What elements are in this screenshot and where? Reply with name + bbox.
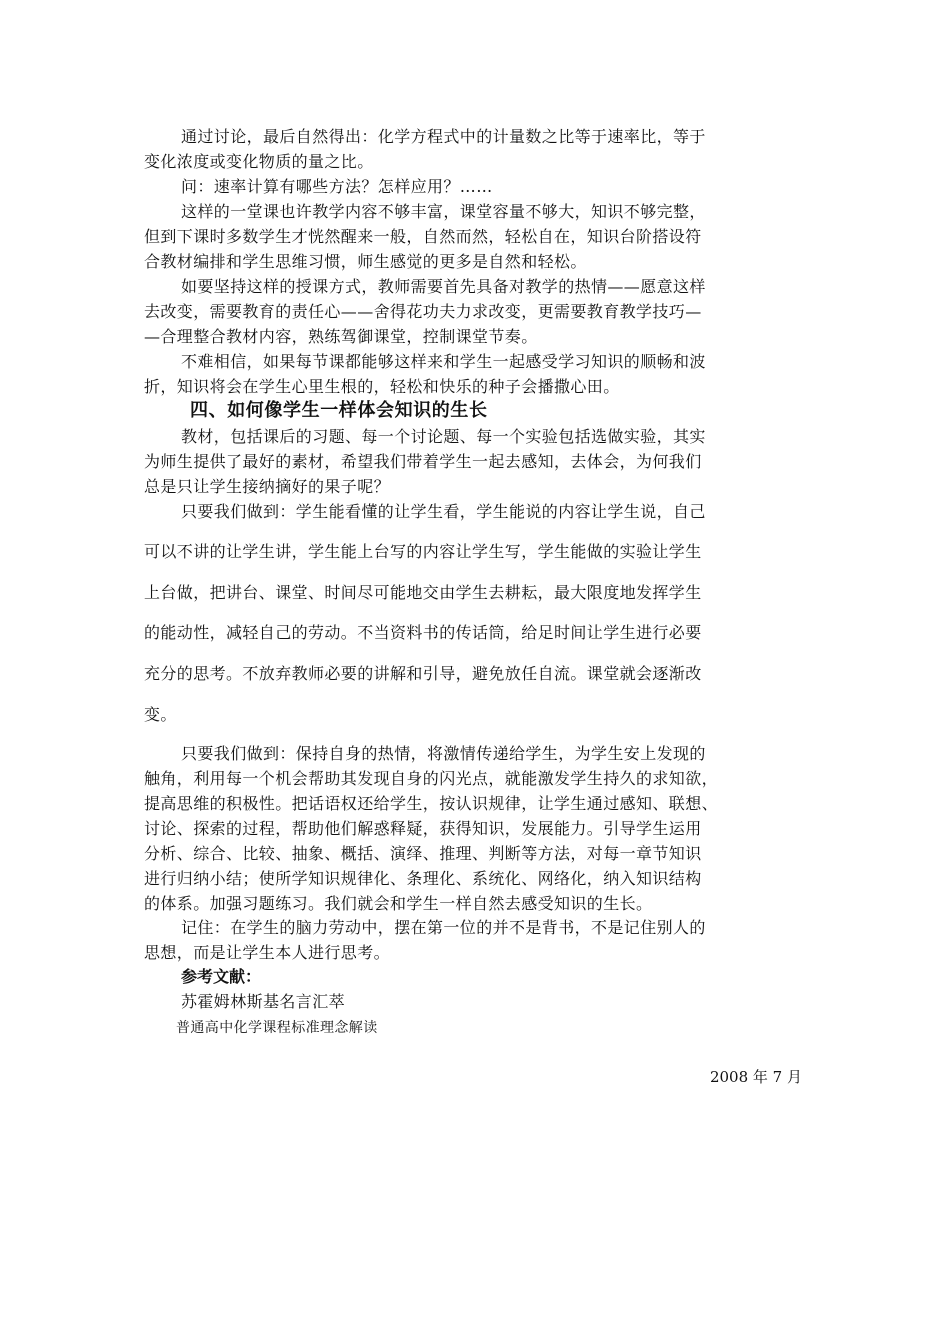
paragraph-line: 只要我们做到：保持自身的热情，将激情传递给学生，为学生安上发现的 [181, 744, 706, 763]
paragraph-line: 可以不讲的让学生讲，学生能上台写的内容让学生写，学生能做的实验让学生 [144, 542, 702, 561]
paragraph-line: 讨论、探索的过程，帮助他们解惑释疑，获得知识，发展能力。引导学生运用 [144, 819, 702, 838]
paragraph-line: 问：速率计算有哪些方法？怎样应用？…… [181, 177, 493, 196]
paragraph-line: 通过讨论，最后自然得出：化学方程式中的计量数之比等于速率比，等于 [181, 127, 706, 146]
reference-item: 苏霍姆林斯基名言汇萃 [181, 992, 346, 1011]
paragraph-line: 的能动性，减轻自己的劳动。不当资料书的传话筒，给足时间让学生进行必要 [144, 623, 702, 642]
paragraph-line: 为师生提供了最好的素材，希望我们带着学生一起去感知，去体会，为何我们 [144, 452, 702, 471]
paragraph-line: 进行归纳小结；使所学知识规律化、条理化、系统化、网络化，纳入知识结构 [144, 869, 702, 888]
paragraph-line: 的体系。加强习题练习。我们就会和学生一样自然去感受知识的生长。 [144, 894, 653, 913]
section-heading: 四、如何像学生一样体会知识的生长 [190, 400, 488, 421]
paragraph-line: 变。 [144, 705, 177, 724]
paragraph-line: 不难相信，如果每节课都能够这样来和学生一起感受学习知识的顺畅和波 [181, 352, 706, 371]
paragraph-line: 充分的思考。不放弃教师必要的讲解和引导，避免放任自流。课堂就会逐渐改 [144, 664, 702, 683]
paragraph-line: 思想，而是让学生本人进行思考。 [144, 943, 391, 962]
references-heading: 参考文献： [181, 967, 262, 986]
paragraph-line: 去改变，需要教育的责任心——舍得花功夫力求改变，更需要教育教学技巧— [144, 302, 702, 321]
paragraph-line: 上台做，把讲台、课堂、时间尽可能地交由学生去耕耘，最大限度地发挥学生 [144, 583, 702, 602]
paragraph-line: —合理整合教材内容，熟练驾御课堂，控制课堂节奏。 [144, 327, 538, 346]
paragraph-line: 合教材编排和学生思维习惯，师生感觉的更多是自然和轻松。 [144, 252, 587, 271]
paragraph-line: 分析、综合、比较、抽象、概括、演绎、推理、判断等方法，对每一章节知识 [144, 844, 702, 863]
paragraph-line: 总是只让学生接纳摘好的果子呢？ [144, 477, 391, 496]
paragraph-line: 变化浓度或变化物质的量之比。 [144, 152, 374, 171]
paragraph-line: 这样的一堂课也许教学内容不够丰富，课堂容量不够大，知识不够完整， [181, 202, 706, 221]
paragraph-line: 但到下课时多数学生才恍然醒来一般，自然而然，轻松自在，知识台阶搭设符 [144, 227, 702, 246]
paragraph-line: 提高思维的积极性。把话语权还给学生，按认识规律，让学生通过感知、联想、 [144, 794, 719, 813]
paragraph-line: 只要我们做到：学生能看懂的让学生看，学生能说的内容让学生说，自己 [181, 502, 706, 521]
document-date: 2008 年 7 月 [709, 1068, 802, 1086]
paragraph-line: 如要坚持这样的授课方式，教师需要首先具备对教学的热情——愿意这样 [181, 277, 706, 296]
paragraph-line: 教材，包括课后的习题、每一个讨论题、每一个实验包括选做实验，其实 [181, 427, 706, 446]
reference-item: 普通高中化学课程标准理念解读 [176, 1020, 378, 1036]
paragraph-line: 触角，利用每一个机会帮助其发现自身的闪光点，就能激发学生持久的求知欲， [144, 769, 719, 788]
paragraph-line: 折，知识将会在学生心里生根的，轻松和快乐的种子会播撒心田。 [144, 377, 620, 396]
paragraph-line: 记住：在学生的脑力劳动中，摆在第一位的并不是背书，不是记住别人的 [181, 918, 706, 937]
